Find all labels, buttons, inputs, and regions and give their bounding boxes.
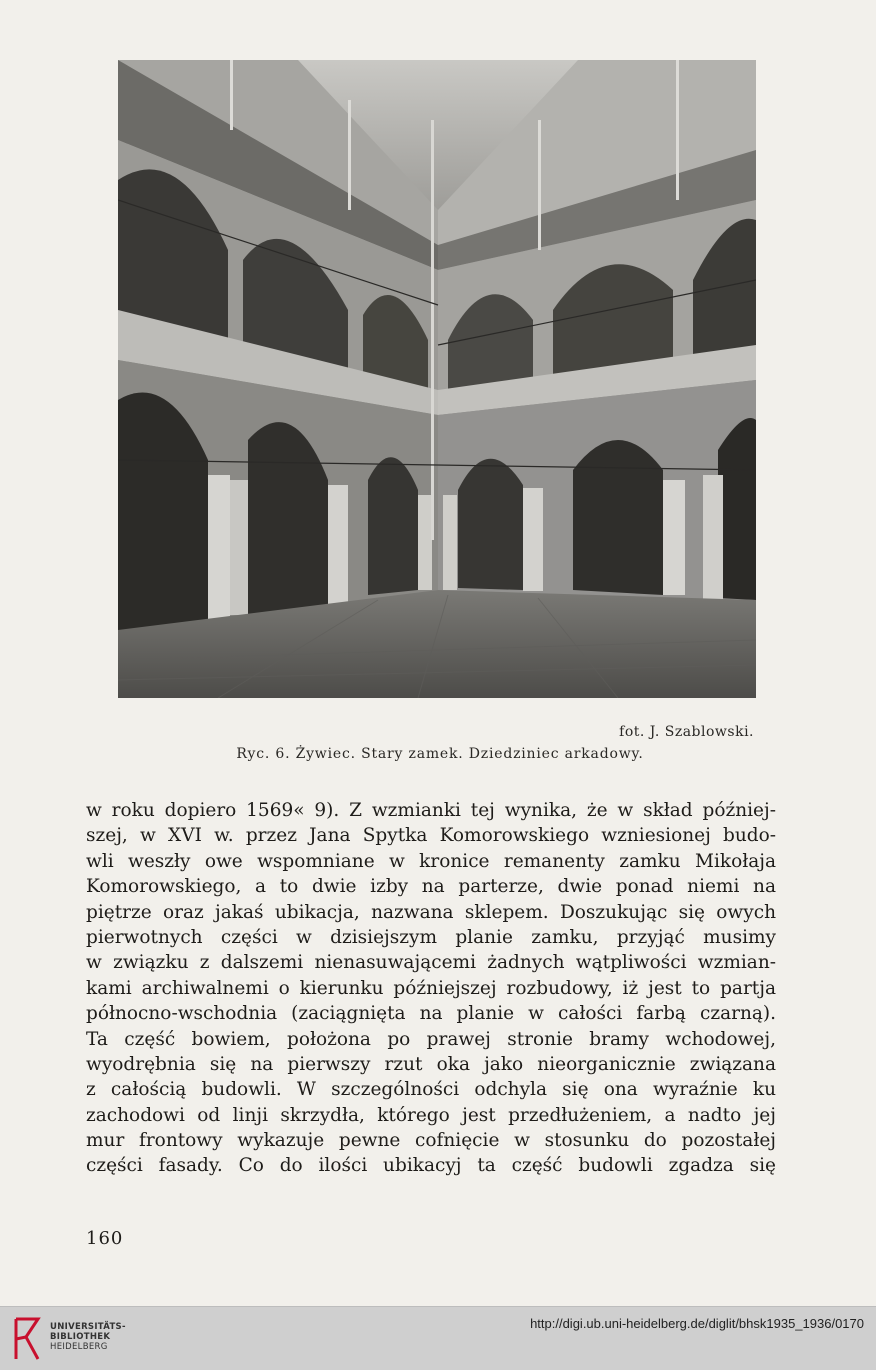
- library-footer: [0, 1306, 876, 1370]
- courtyard-photograph: [118, 60, 756, 698]
- library-logo-icon[interactable]: [10, 1315, 44, 1363]
- text-line: Ta część bowiem, położona po prawej stronie bramy wchodowej,: [86, 1028, 776, 1050]
- photo-credit: fot. J. Szablowski.: [619, 724, 754, 740]
- text-line: w roku dopiero 1569« 9). Z wzmianki tej wynika, że w skład później-: [86, 800, 776, 821]
- text-line: części fasady. Co do ilości ubikacyj ta część budowli zgadza się: [86, 1155, 776, 1177]
- text-line: północno-wschodnia (zaciągnięta na planie w całości farbą czarną).: [86, 1003, 776, 1025]
- text-line: Komorowskiego, a to dwie izby na parterze, dwie ponad niemi na: [86, 876, 776, 898]
- page-number: 160: [86, 1228, 124, 1249]
- arcade-illustration: [118, 60, 756, 698]
- text-line: wli weszły owe wspomniane w kronice remanenty zamku Mikołaja: [86, 850, 776, 872]
- text-line: mur frontowy wykazuje pewne cofnięcie w stosunku do pozostałej: [86, 1130, 776, 1152]
- text-line: kami archiwalnemi o kierunku późniejszej rozbudowy, iż jest to partja: [86, 977, 776, 999]
- text-line: szej, w XVI w. przez Jana Spytka Komorowskiego wzniesionej budo-: [86, 825, 776, 847]
- text-line: pierwotnych części w dzisiejszym planie zamku, przyjąć musimy: [86, 926, 776, 948]
- text-line: wyodrębnia się na pierwszy rzut oka jako nieorganicznie związana: [86, 1053, 776, 1075]
- permalink-url[interactable]: http://digi.ub.uni-heidelberg.de/diglit/bhsk1935_1936/0170: [530, 1316, 864, 1331]
- body-paragraph: [86, 798, 776, 1179]
- figure-caption: Ryc. 6. Żywiec. Stary zamek. Dziedziniec arkadowy.: [236, 746, 644, 762]
- text-line: zachodowi od linji skrzydła, którego jest przedłużeniem, a nadto jej: [86, 1104, 776, 1126]
- text-line: w związku z dalszemi nienasuwającemi żadnych wątpliwości wzmian-: [86, 952, 776, 974]
- library-logo-text: UNIVERSITÄTS- BIBLIOTHEK HEIDELBERG: [50, 1322, 126, 1352]
- text-line: z całością budowli. W szczególności odchyla się ona wyraźnie ku: [86, 1079, 776, 1101]
- text-line: piętrze oraz jakaś ubikacja, nazwana sklepem. Doszukując się owych: [86, 901, 776, 923]
